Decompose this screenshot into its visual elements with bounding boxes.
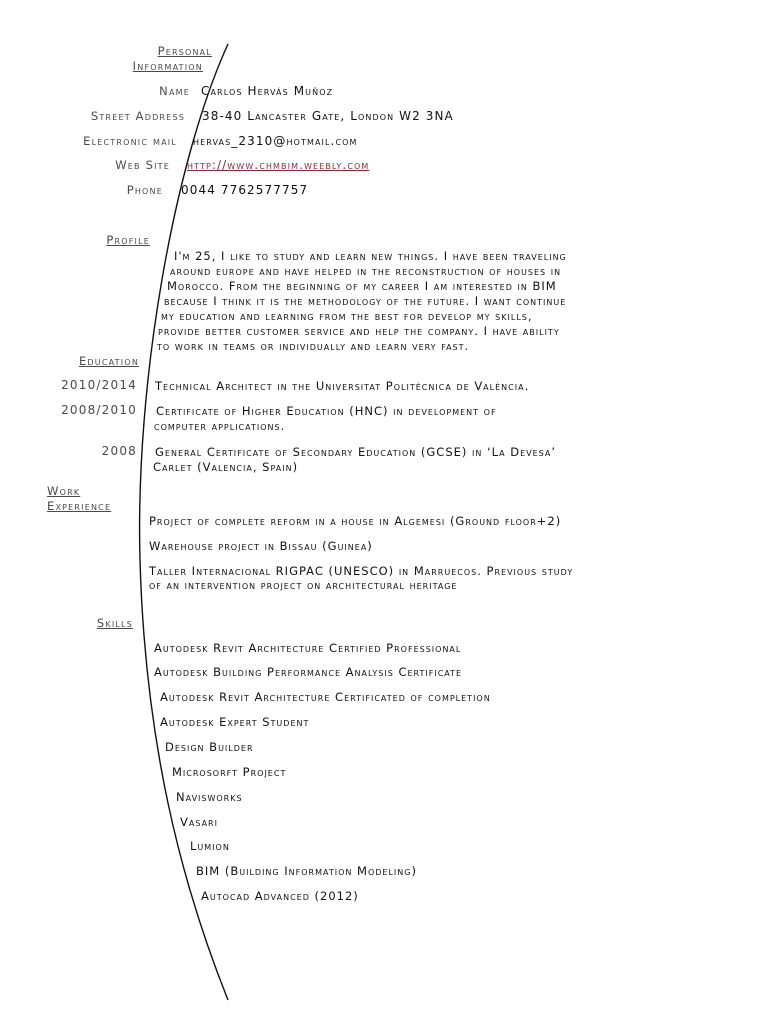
profile-line: provide better customer service and help the company. I have ability xyxy=(158,324,560,338)
education-year: 2008/2010 xyxy=(61,403,137,417)
education-entry: Certificate of Higher Education (HNC) in development of xyxy=(156,404,497,418)
website-link[interactable]: http://www.chmbim.weebly.com xyxy=(187,158,370,172)
address-value: 38-40 Lancaster Gate, London W2 3NA xyxy=(202,109,454,123)
section-heading-skills: Skills xyxy=(96,616,133,630)
education-year: 2008 xyxy=(101,444,137,458)
skill-item: Autodesk Expert Student xyxy=(160,715,310,729)
name-value: Carlos Hervás Muñoz xyxy=(201,84,334,98)
work-entry: Taller Internacional RIGPAC (UNESCO) in Marruecos. Previous study xyxy=(149,564,574,578)
section-heading-work-2: Experience xyxy=(47,499,112,513)
phone-value: 0044 7762577757 xyxy=(181,183,309,197)
education-entry: General Certificate of Secondary Education (GCSE) in ‘La Devesa’ xyxy=(155,445,557,459)
profile-line: Morocco. From the beginning of my career I am interested in BIM xyxy=(167,279,557,293)
skill-item: Autodesk Revit Architecture Certificated of completion xyxy=(160,690,491,704)
section-heading-profile: Profile xyxy=(106,233,150,247)
phone-label: Phone xyxy=(126,183,163,197)
profile-line: I'm 25, I like to study and learn new things. I have been traveling xyxy=(174,249,567,263)
education-entry: Carlet (Valencia, Spain) xyxy=(153,460,299,474)
profile-line: because I think it is the methodology of the future. I want continue xyxy=(164,294,567,308)
email-value[interactable]: hervas_2310@hotmail.com xyxy=(193,134,358,148)
profile-line: my education and learning from the best for develop my skills, xyxy=(161,309,533,323)
skill-item: Navisworks xyxy=(176,790,243,804)
education-entry: computer applications. xyxy=(154,419,286,433)
profile-line: around europe and have helped in the reconstruction of houses in xyxy=(170,264,562,278)
website-label: Web Site xyxy=(115,158,170,172)
section-heading-personal: Personal xyxy=(157,44,212,58)
address-label: Street Address xyxy=(90,109,185,123)
skill-item: Autocad Advanced (2012) xyxy=(201,889,359,903)
skill-item: Design Builder xyxy=(165,740,254,754)
skill-item: Microsorft Project xyxy=(172,765,287,779)
name-label: Name xyxy=(159,84,190,98)
section-heading-work: Work xyxy=(47,484,81,498)
skill-item: Lumion xyxy=(190,839,230,853)
work-entry: Warehouse project in Bissau (Guinea) xyxy=(149,539,373,553)
work-entry: Project of complete reform in a house in Algemesi (Ground floor+2) xyxy=(149,514,562,528)
work-entry: of an intervention project on architectural heritage xyxy=(149,578,458,592)
section-heading-personal-2: Information xyxy=(132,59,203,73)
education-entry: Technical Architect in the Universitat Politécnica de València. xyxy=(155,379,530,393)
profile-line: to work in teams or individually and learn very fast. xyxy=(157,339,470,353)
skill-item: Autodesk Building Performance Analysis Certificate xyxy=(154,665,463,679)
skill-item: Vasari xyxy=(180,815,218,829)
skill-item: BIM (Building Information Modeling) xyxy=(196,864,417,878)
skill-item: Autodesk Revit Architecture Certified Professional xyxy=(154,641,462,655)
email-label: Electronic mail xyxy=(83,134,177,148)
section-heading-education: Education xyxy=(78,354,139,368)
education-year: 2010/2014 xyxy=(61,378,137,392)
